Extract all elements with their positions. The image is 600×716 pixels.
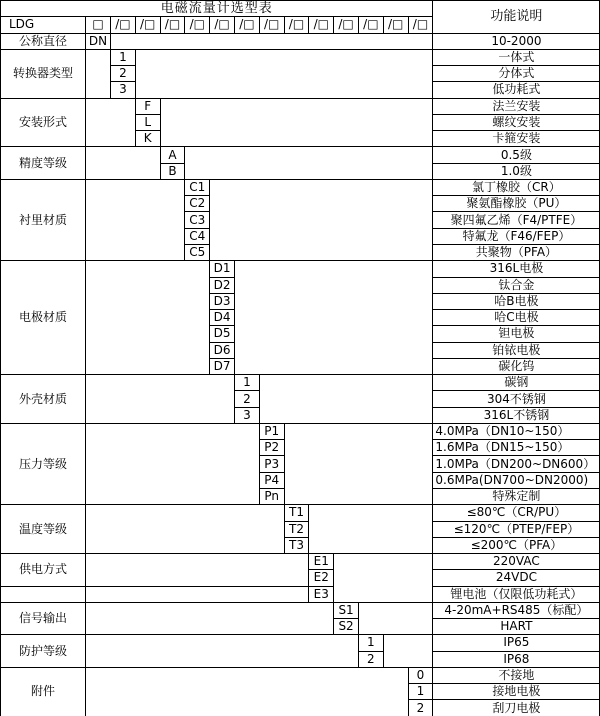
function-cell: 316L电极 bbox=[433, 261, 600, 277]
model-slot-box: /□ bbox=[111, 17, 136, 33]
function-cell: 锂电池（仅限低功耗式） bbox=[433, 586, 600, 602]
code-cell: P3 bbox=[259, 456, 284, 472]
empty-cell bbox=[86, 554, 309, 587]
empty-cell bbox=[86, 423, 260, 504]
code-cell: P4 bbox=[259, 472, 284, 488]
function-column-header: 功能说明 bbox=[433, 1, 600, 34]
code-cell: E3 bbox=[309, 586, 334, 602]
function-cell: 聚四氟乙烯（F4/PTFE） bbox=[433, 212, 600, 228]
empty-cell bbox=[86, 635, 359, 668]
code-cell: 1 bbox=[234, 375, 259, 391]
model-slot-box: /□ bbox=[334, 17, 359, 33]
empty-cell bbox=[86, 49, 111, 98]
code-cell: P1 bbox=[259, 423, 284, 439]
function-cell: 220VAC bbox=[433, 554, 600, 570]
code-cell: Pn bbox=[259, 488, 284, 504]
function-cell: 一体式 bbox=[433, 49, 600, 65]
model-slot-box: /□ bbox=[309, 17, 334, 33]
category-label: 外壳材质 bbox=[1, 375, 86, 424]
code-cell: S2 bbox=[334, 619, 359, 635]
code-cell: K bbox=[135, 131, 160, 147]
code-cell: T3 bbox=[284, 537, 309, 553]
code-cell: D7 bbox=[210, 358, 235, 374]
code-cell: P2 bbox=[259, 440, 284, 456]
code-cell: D5 bbox=[210, 326, 235, 342]
category-label: 电极材质 bbox=[1, 261, 86, 375]
model-slot-box: /□ bbox=[408, 17, 433, 33]
function-cell: 1.6MPa（DN15~150） bbox=[433, 440, 600, 456]
empty-cell bbox=[259, 375, 433, 424]
empty-cell bbox=[86, 667, 409, 716]
code-cell: D6 bbox=[210, 342, 235, 358]
function-cell: 接地电极 bbox=[433, 684, 600, 700]
code-cell: L bbox=[135, 114, 160, 130]
code-cell: T2 bbox=[284, 521, 309, 537]
function-cell: 4.0MPa（DN10~150） bbox=[433, 423, 600, 439]
code-cell: E2 bbox=[309, 570, 334, 586]
code-cell: D2 bbox=[210, 277, 235, 293]
model-slot-box: /□ bbox=[383, 17, 408, 33]
model-prefix: LDG bbox=[1, 17, 86, 33]
category-label: 安装形式 bbox=[1, 98, 86, 147]
model-slot-box: /□ bbox=[234, 17, 259, 33]
empty-cell bbox=[185, 147, 433, 180]
code-cell: C3 bbox=[185, 212, 210, 228]
model-first-box: □ bbox=[86, 17, 111, 33]
category-label: 供电方式 bbox=[1, 554, 86, 587]
empty-cell bbox=[86, 261, 210, 375]
function-cell: 24VDC bbox=[433, 570, 600, 586]
code-cell: 3 bbox=[111, 82, 136, 98]
function-cell: IP68 bbox=[433, 651, 600, 667]
code-cell: A bbox=[160, 147, 185, 163]
function-cell: 螺纹安装 bbox=[433, 114, 600, 130]
function-cell: 0.5级 bbox=[433, 147, 600, 163]
code-cell: 3 bbox=[234, 407, 259, 423]
category-label: 精度等级 bbox=[1, 147, 86, 180]
category-label: 衬里材质 bbox=[1, 179, 86, 260]
model-slot-box: /□ bbox=[185, 17, 210, 33]
category-label: 信号输出 bbox=[1, 602, 86, 635]
function-cell: IP65 bbox=[433, 635, 600, 651]
function-cell: 钛合金 bbox=[433, 277, 600, 293]
empty-cell bbox=[86, 179, 185, 260]
function-cell: 铂铱电极 bbox=[433, 342, 600, 358]
function-cell: 钽电极 bbox=[433, 326, 600, 342]
function-cell: 刮刀电极 bbox=[433, 700, 600, 716]
empty-cell bbox=[160, 98, 433, 147]
category-label: 公称直径 bbox=[1, 33, 86, 49]
function-cell: 哈B电极 bbox=[433, 293, 600, 309]
function-cell: 10-2000 bbox=[433, 33, 600, 49]
function-cell: 聚氨酯橡胶（PU） bbox=[433, 196, 600, 212]
code-cell: C5 bbox=[185, 244, 210, 260]
function-cell: 0.6MPa(DN700~DN2000) bbox=[433, 472, 600, 488]
function-cell: 1.0MPa（DN200~DN600） bbox=[433, 456, 600, 472]
model-slot-box: /□ bbox=[259, 17, 284, 33]
empty-cell bbox=[309, 505, 433, 554]
code-cell: F bbox=[135, 98, 160, 114]
code-cell: B bbox=[160, 163, 185, 179]
code-cell: C1 bbox=[185, 179, 210, 195]
code-cell: D1 bbox=[210, 261, 235, 277]
code-cell: 2 bbox=[111, 66, 136, 82]
model-slot-box: /□ bbox=[358, 17, 383, 33]
empty-cell bbox=[383, 635, 433, 668]
function-cell: 共聚物（PFA） bbox=[433, 244, 600, 260]
code-cell: E1 bbox=[309, 554, 334, 570]
function-cell: 316L不锈钢 bbox=[433, 407, 600, 423]
function-cell: 法兰安装 bbox=[433, 98, 600, 114]
code-cell: D4 bbox=[210, 310, 235, 326]
category-label: 附件 bbox=[1, 667, 86, 716]
model-slot-box: /□ bbox=[210, 17, 235, 33]
empty-cell bbox=[358, 602, 432, 635]
function-cell: 卡箍安装 bbox=[433, 131, 600, 147]
code-cell: 2 bbox=[408, 700, 433, 716]
code-cell: 1 bbox=[358, 635, 383, 651]
function-cell: 分体式 bbox=[433, 66, 600, 82]
function-cell: 哈C电极 bbox=[433, 310, 600, 326]
model-slot-box: /□ bbox=[135, 17, 160, 33]
empty-cell bbox=[284, 423, 433, 504]
function-cell: 特氟龙（F46/FEP） bbox=[433, 228, 600, 244]
model-slot-box: /□ bbox=[160, 17, 185, 33]
code-cell: T1 bbox=[284, 505, 309, 521]
category-label: 温度等级 bbox=[1, 505, 86, 554]
code-cell: D3 bbox=[210, 293, 235, 309]
empty-cell bbox=[334, 554, 433, 603]
function-cell: HART bbox=[433, 619, 600, 635]
code-cell: 2 bbox=[358, 651, 383, 667]
function-cell: 4-20mA+RS485（标配） bbox=[433, 602, 600, 618]
empty-cell bbox=[86, 98, 136, 147]
category-label: 压力等级 bbox=[1, 423, 86, 504]
empty-cell bbox=[86, 586, 309, 602]
function-cell: 1.0级 bbox=[433, 163, 600, 179]
code-cell: C4 bbox=[185, 228, 210, 244]
code-cell: 1 bbox=[408, 684, 433, 700]
category-label: 转换器类型 bbox=[1, 49, 86, 98]
function-cell: 氯丁橡胶（CR） bbox=[433, 179, 600, 195]
function-cell: ≤200℃（PFA） bbox=[433, 537, 600, 553]
function-cell: ≤120℃（PTEP/FEP） bbox=[433, 521, 600, 537]
function-cell: 特殊定制 bbox=[433, 488, 600, 504]
model-slot-box: /□ bbox=[284, 17, 309, 33]
function-cell: 不接地 bbox=[433, 667, 600, 683]
empty-cell bbox=[135, 49, 433, 98]
function-cell: 低功耗式 bbox=[433, 82, 600, 98]
empty-cell bbox=[86, 375, 235, 424]
empty-cell bbox=[86, 147, 161, 180]
empty-cell bbox=[234, 261, 432, 375]
table-title: 电磁流量计选型表 bbox=[1, 1, 433, 17]
empty-cell bbox=[86, 505, 285, 554]
function-cell: ≤80℃（CR/PU） bbox=[433, 505, 600, 521]
category-label: 防护等级 bbox=[1, 635, 86, 668]
empty-cell bbox=[86, 602, 334, 635]
code-cell: S1 bbox=[334, 602, 359, 618]
empty-cell bbox=[111, 33, 433, 49]
code-cell: C2 bbox=[185, 196, 210, 212]
function-cell: 304不锈钢 bbox=[433, 391, 600, 407]
code-cell: 1 bbox=[111, 49, 136, 65]
function-cell: 碳钢 bbox=[433, 375, 600, 391]
category-label-empty bbox=[1, 586, 86, 602]
empty-cell bbox=[210, 179, 433, 260]
code-cell: DN bbox=[86, 33, 111, 49]
code-cell: 2 bbox=[234, 391, 259, 407]
code-cell: 0 bbox=[408, 667, 433, 683]
function-cell: 碳化钨 bbox=[433, 358, 600, 374]
